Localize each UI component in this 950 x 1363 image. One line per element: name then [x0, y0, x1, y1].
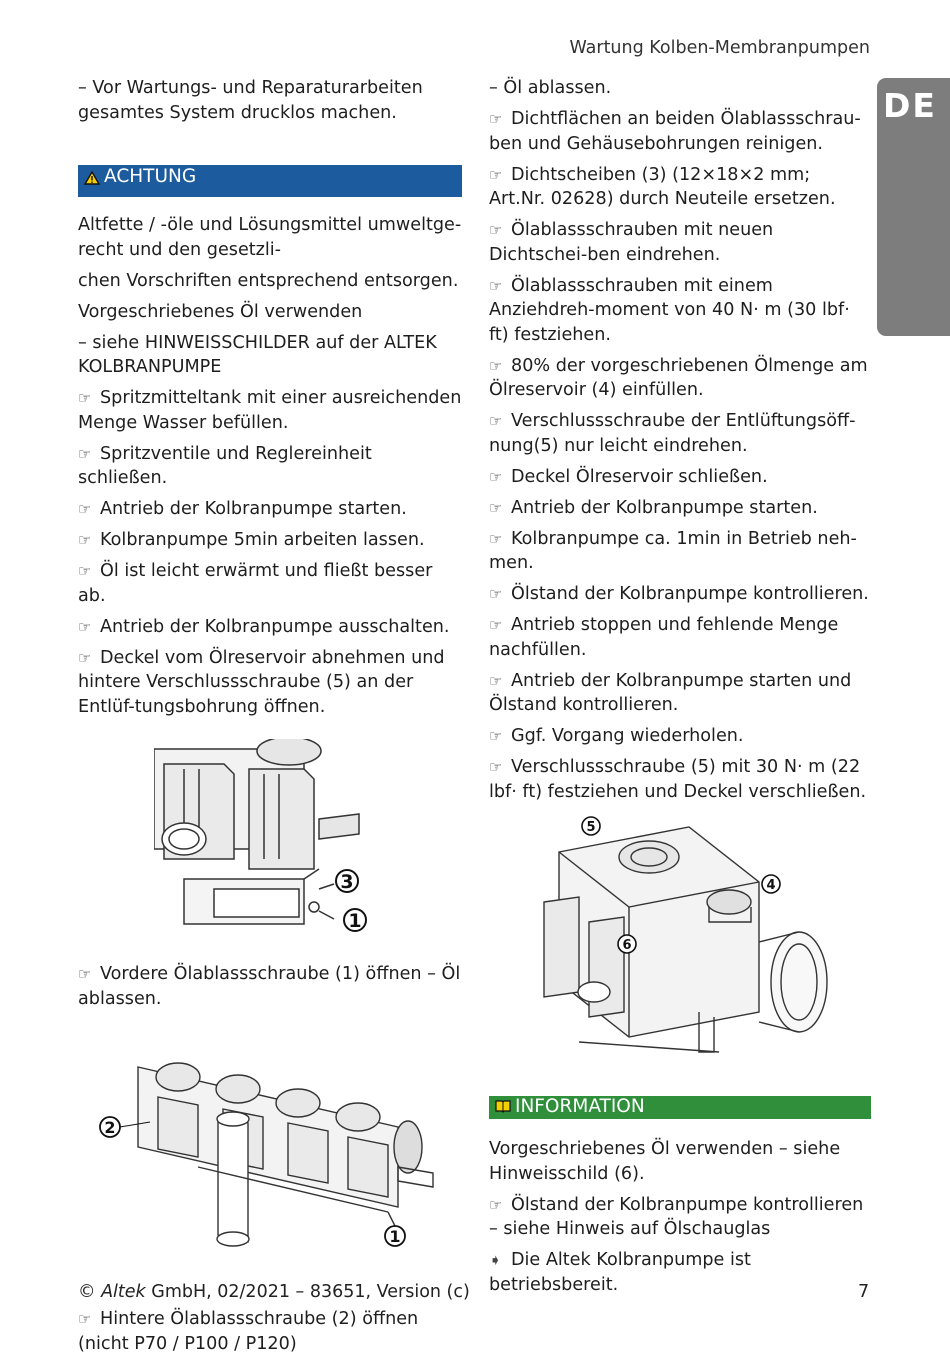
pointing-hand-icon: ☞ — [489, 165, 503, 184]
step-item — [78, 615, 462, 640]
pointing-hand-icon: ☞ — [489, 727, 503, 745]
step-text: Kolbranpumpe 5min arbeiten lassen. — [100, 530, 425, 550]
footer-rest: GmbH, 02/2021 – 83651, Version (c) — [151, 1282, 470, 1302]
achtung-bar — [78, 165, 462, 197]
footer-copyright — [78, 1282, 470, 1302]
pointing-hand-icon: ☞ — [489, 671, 503, 690]
step-text: Antrieb der Kolbranpumpe starten. — [511, 497, 818, 518]
step-text: Vordere Ölablassschraube (1) öffnen – Öl ablassen. — [78, 964, 461, 1009]
pointing-hand-icon: ☞ — [78, 965, 92, 983]
pointing-hand-icon: ☞ — [78, 444, 92, 463]
step-text: Dichtflächen an beiden Ölablassschrau-ben und Gehäusebohrungen reinigen. — [489, 109, 861, 154]
figure-rear-drain-screw — [98, 1027, 438, 1267]
pointing-hand-icon: ☞ — [78, 562, 92, 580]
pointing-hand-icon: ☞ — [489, 110, 503, 128]
pointing-hand-icon: ☞ — [489, 467, 503, 486]
achtung-line: Altfette / -öle und Lösungsmittel umweltge-recht und den gesetzli- — [78, 215, 462, 260]
page-number: 7 — [858, 1282, 870, 1302]
step-item — [78, 442, 462, 491]
pump-drawing-reservoir — [519, 812, 839, 1062]
step-item — [489, 527, 871, 576]
callout-1b-label: 1 — [389, 1227, 401, 1246]
callout-3-label: 3 — [340, 871, 354, 893]
step-item — [78, 386, 462, 435]
step-item — [489, 465, 871, 490]
callout-6-label: 6 — [622, 938, 632, 953]
step-item — [489, 354, 871, 403]
pointing-hand-icon: ☞ — [78, 500, 92, 518]
step-item — [489, 724, 871, 749]
step-text: Hintere Ölablassschraube (2) öffnen (nicht P70 / P100 / P120) — [78, 1309, 419, 1354]
information-bar — [489, 1096, 871, 1119]
callout-3 — [336, 870, 358, 893]
step-text: 80% der vorgeschriebenen Ölmenge am Ölreservoir (4) einfüllen. — [489, 355, 868, 400]
callout-1-label: 1 — [348, 910, 362, 932]
step-item — [489, 163, 871, 212]
pointing-hand-icon: ☞ — [489, 356, 503, 375]
book-icon — [495, 1099, 511, 1113]
step-item — [489, 669, 871, 718]
result-item — [489, 1248, 871, 1297]
step-item — [489, 496, 871, 521]
step-text: Dichtscheiben (3) (12×18×2 mm; Art.Nr. 02628) durch Neuteile ersetzen. — [489, 164, 836, 209]
callout-1b — [385, 1226, 405, 1246]
callout-1 — [344, 909, 366, 932]
step-text: Ggf. Vorgang wiederholen. — [511, 726, 744, 746]
pointing-hand-icon: ☞ — [489, 412, 503, 430]
figure-oil-reservoir — [519, 812, 839, 1062]
callout-4 — [762, 875, 780, 893]
step-text: Ölablassschrauben mit neuen Dichtschei-ben eindrehen. — [489, 220, 774, 265]
achtung-label: ACHTUNG — [104, 166, 197, 187]
right-column — [489, 76, 871, 1304]
step-text: Öl ist leicht erwärmt und fließt besser ab. — [78, 561, 433, 606]
step-text: Antrieb der Kolbranpumpe ausschalten. — [100, 616, 450, 637]
pump-drawing-front — [154, 739, 368, 944]
step-text: Ölablassschrauben mit einem Anziehdreh-moment von 40 N· m (30 lbf· ft) festziehen. — [489, 275, 850, 345]
step-text: Spritzventile und Reglereinheit schließen. — [78, 443, 372, 488]
arrow-result-icon: ➧ — [489, 1251, 502, 1269]
intro-text-right: – Öl ablassen. — [489, 78, 612, 98]
pointing-hand-icon: ☞ — [78, 648, 92, 667]
pointing-hand-icon: ☞ — [489, 221, 503, 239]
step-text: Spritzmitteltank mit einer ausreichenden Menge Wasser befüllen. — [78, 388, 462, 433]
step-item — [489, 1193, 871, 1242]
step-text: Antrieb der Kolbranpumpe starten. — [100, 499, 407, 519]
pointing-hand-icon: ☞ — [489, 616, 503, 634]
step-text: Deckel vom Ölreservoir abnehmen und hintere Verschlussschraube (5) an der Entlüf-tungsbohrung öffnen. — [78, 647, 445, 717]
step-item — [78, 497, 462, 522]
step-item — [489, 582, 871, 607]
pointing-hand-icon: ☞ — [78, 617, 92, 636]
step-item — [489, 218, 871, 267]
pointing-hand-icon: ☞ — [489, 585, 503, 603]
step-text: Antrieb der Kolbranpumpe starten und Ölstand kontrollieren. — [489, 670, 852, 715]
information-label: INFORMATION — [515, 1096, 645, 1117]
intro-text: – Vor Wartungs- und Reparaturarbeiten gesamtes System drucklos machen. — [78, 78, 423, 123]
figure-front-drain-screw — [154, 739, 368, 944]
callout-4-label: 4 — [766, 878, 776, 893]
language-tab-label: DE — [883, 86, 937, 125]
step-item — [78, 646, 462, 720]
left-column — [78, 76, 462, 1363]
step-item — [78, 559, 462, 608]
pointing-hand-icon: ☞ — [489, 529, 503, 548]
step-text: Ölstand der Kolbranpumpe kontrollieren – siehe Hinweis auf Ölschauglas — [489, 1194, 864, 1239]
achtung-line: – siehe HINWEISSCHILDER auf der ALTEK KOLBRANPUMPE — [78, 332, 437, 377]
pointing-hand-icon: ☞ — [489, 758, 503, 776]
step-text: Verschlussschraube der Entlüftungsöff-nung(5) nur leicht eindrehen. — [489, 411, 856, 456]
language-tab — [877, 78, 950, 336]
step-item — [78, 1307, 462, 1356]
callout-2-label: 2 — [104, 1118, 116, 1137]
footer-brand: Altek — [101, 1282, 146, 1302]
pointing-hand-icon: ☞ — [78, 1310, 92, 1328]
achtung-line: Vorgeschriebenes Öl verwenden — [78, 301, 363, 322]
step-item — [489, 107, 871, 156]
achtung-line: chen Vorschriften entsprechend entsorgen. — [78, 270, 459, 291]
copyright-symbol: © — [78, 1282, 96, 1302]
step-item — [489, 274, 871, 348]
step-text: Deckel Ölreservoir schließen. — [511, 466, 768, 487]
info-text: Vorgeschriebenes Öl verwenden – siehe Hinweisschild (6). — [489, 1139, 841, 1184]
warning-triangle-icon — [84, 171, 100, 185]
page-header-title: Wartung Kolben-Membranpumpen — [569, 38, 870, 58]
step-item — [78, 528, 462, 553]
pointing-hand-icon: ☞ — [489, 1195, 503, 1214]
pointing-hand-icon: ☞ — [78, 531, 92, 549]
callout-5-label: 5 — [586, 820, 596, 835]
step-text: Kolbranpumpe ca. 1min in Betrieb neh-men. — [489, 528, 857, 573]
pointing-hand-icon: ☞ — [489, 498, 503, 517]
pointing-hand-icon: ☞ — [489, 276, 503, 295]
step-item — [489, 613, 871, 662]
pointing-hand-icon: ☞ — [78, 389, 92, 407]
step-text: Ölstand der Kolbranpumpe kontrollieren. — [511, 584, 869, 604]
result-text: Die Altek Kolbranpumpe ist betriebsbereit. — [489, 1250, 751, 1295]
step-item — [78, 962, 462, 1011]
callout-6 — [618, 935, 636, 953]
callout-5 — [582, 817, 600, 835]
step-text: Verschlussschraube (5) mit 30 N· m (22 lbf· ft) festziehen und Deckel verschließen. — [489, 757, 867, 802]
step-item — [489, 409, 871, 458]
pump-drawing-rear — [98, 1027, 438, 1267]
step-item — [489, 755, 871, 804]
step-text: Antrieb stoppen und fehlende Menge nachfüllen. — [489, 615, 839, 660]
